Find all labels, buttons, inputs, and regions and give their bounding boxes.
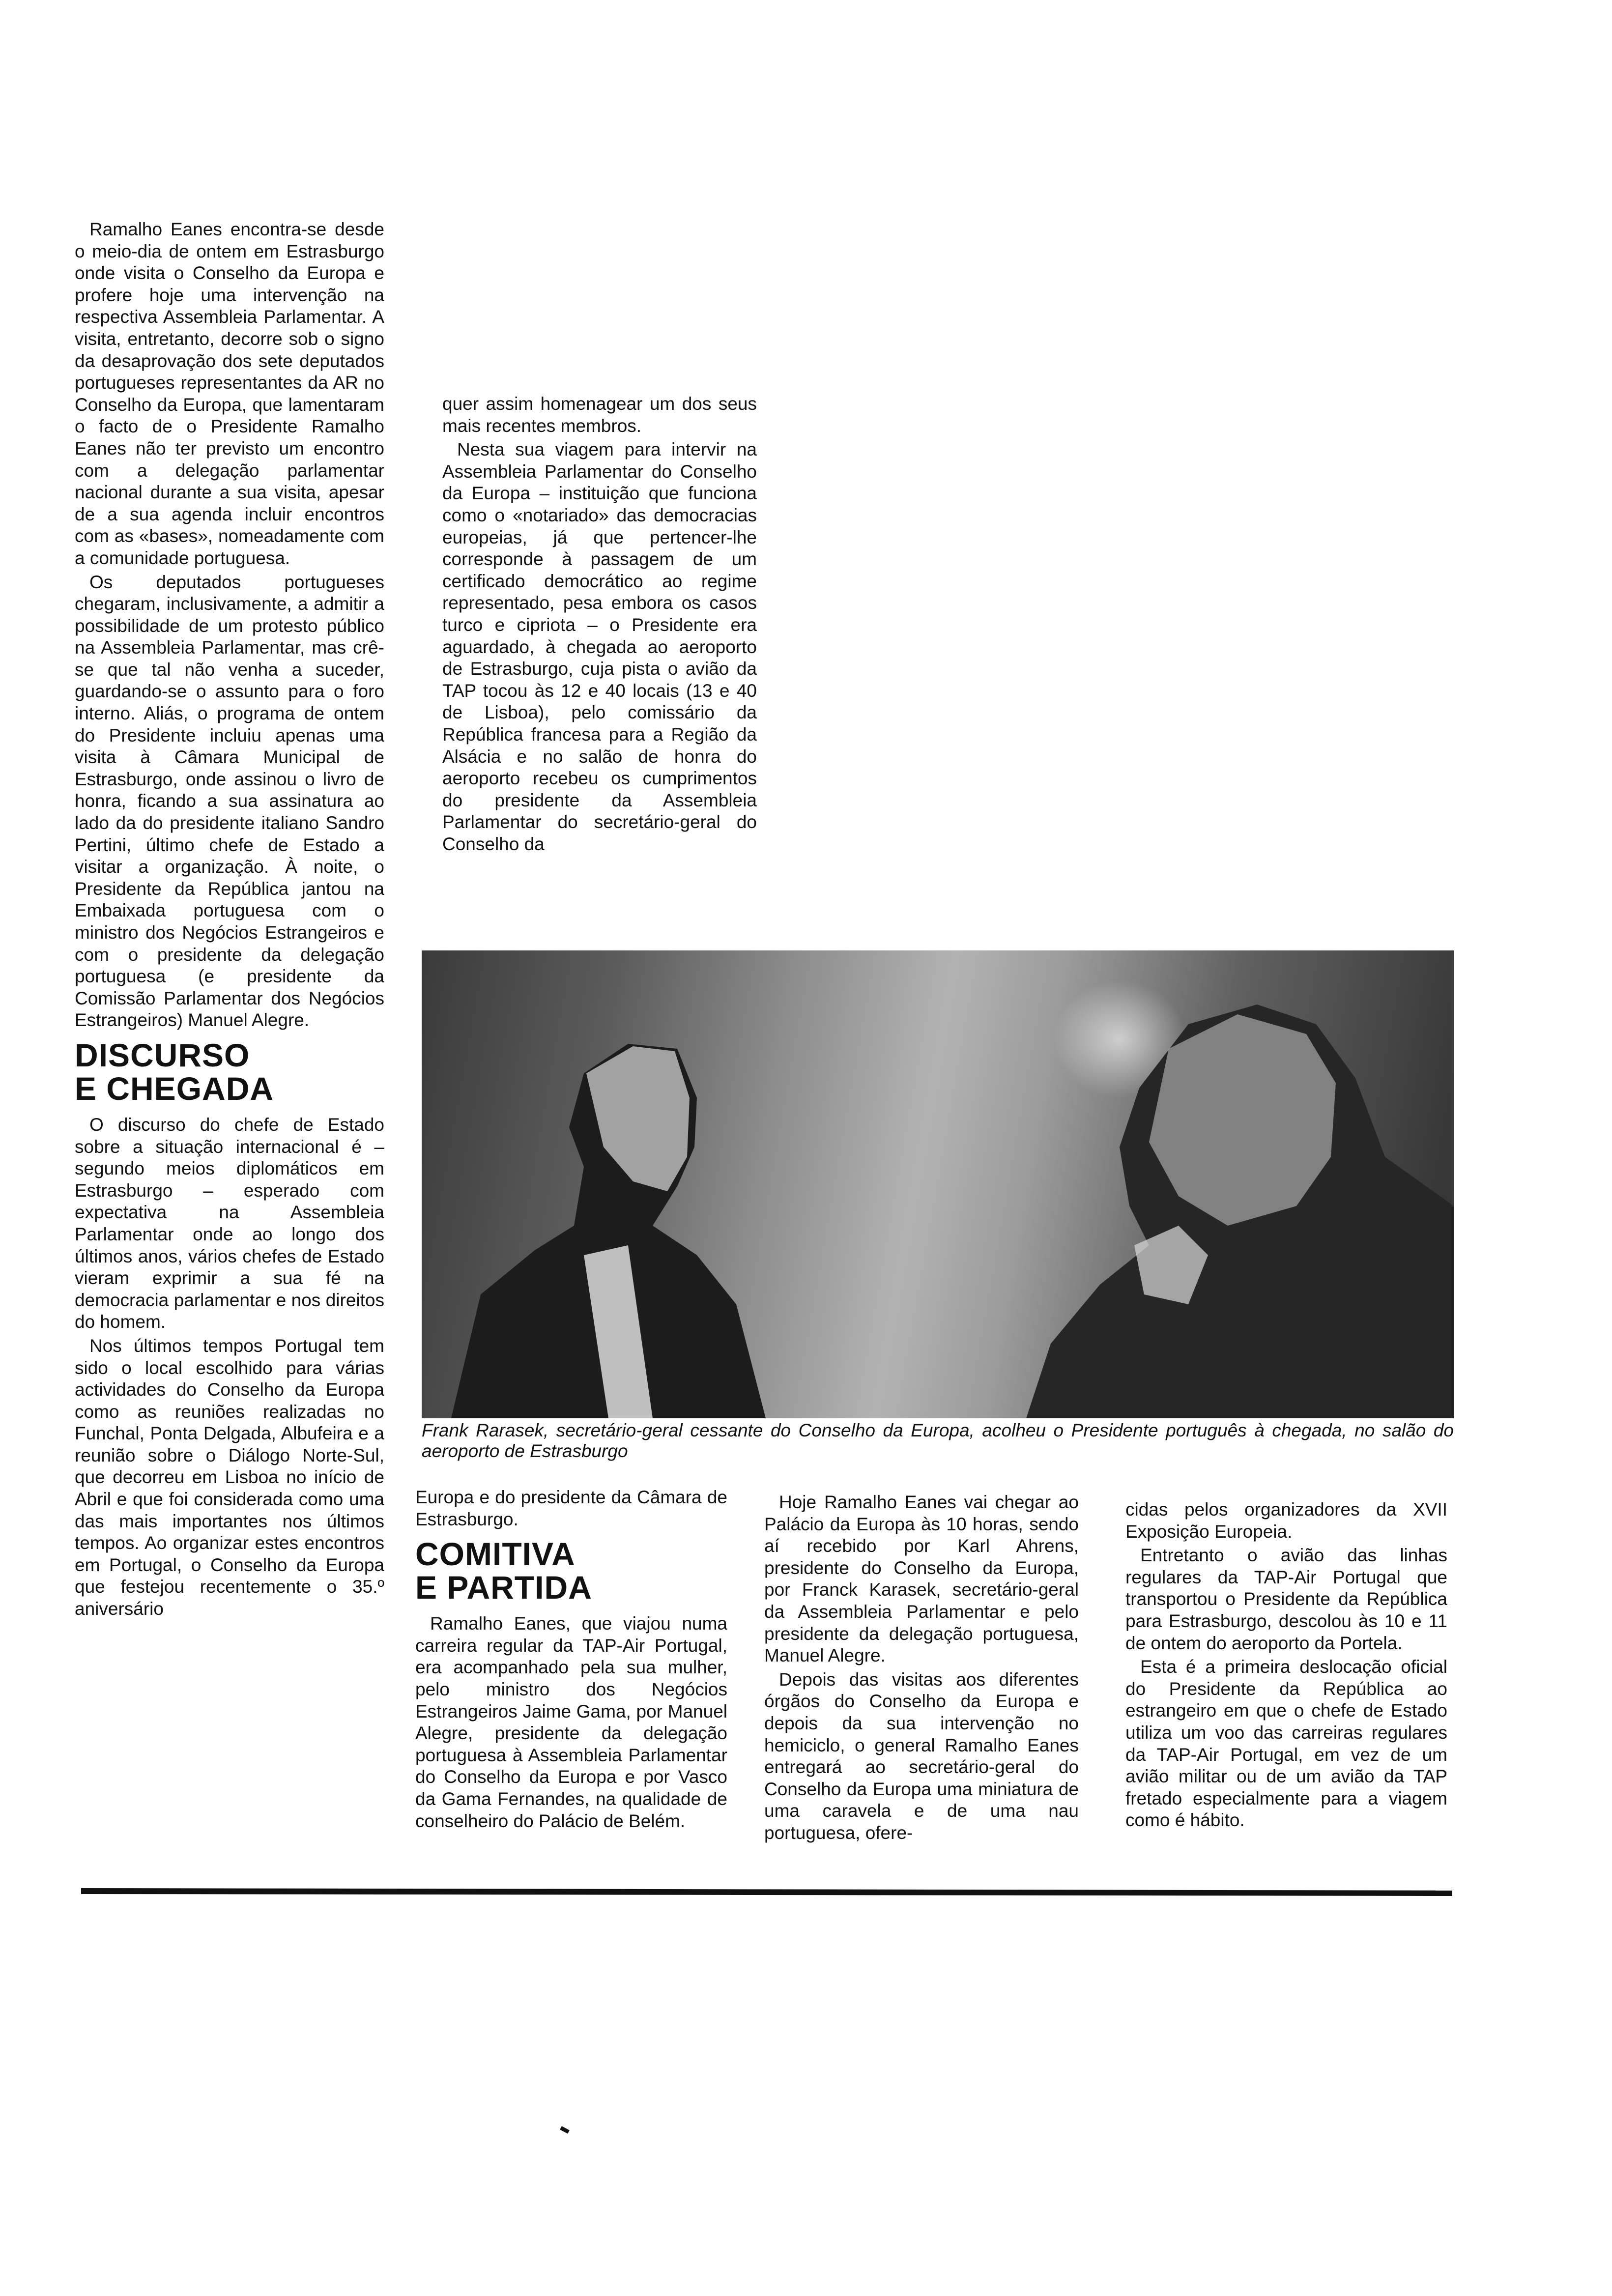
paragraph: Ramalho Eanes encontra-se desde o meio-dia de ontem em Estrasburgo onde visita o Conselho da Europa e profere hoje uma intervenção na respectiva Assembleia Parlamentar. A visita, entretanto, decorre sob o signo da desaprovação dos sete deputados portugueses representantes da AR no Conselho da Europa, que lamentaram o facto de o Presidente Ramalho Eanes não ter previsto um encontro com a delegação parlamentar nacional durante a sua visita, apesar de a sua agenda incluir encontros com as «bases», nomeadamente com a comunidade portuguesa. [75, 219, 384, 568]
heading-line: DISCURSO [75, 1036, 250, 1073]
article-column-2b [415, 1487, 727, 1832]
article-column-2 [442, 393, 757, 855]
photo-figures [422, 950, 1454, 1418]
paragraph-continued: quer assim homenagear um dos seus mais recentes membros. [442, 394, 757, 436]
paragraph-continued: Europa e do presidente da Câmara de Estrasburgo. [415, 1487, 727, 1529]
photo-caption: Frank Rarasek, secretário-geral cessante do Conselho da Europa, acolheu o Presidente português à chegada, no salão do aeroporto de Estrasburgo [422, 1420, 1454, 1461]
paragraph: Esta é a primeira deslocação oficial do Presidente da República ao estrangeiro em que o chefe de Estado utiliza um voo das carreiras regulares da TAP-Air Portugal, em vez de um avião militar ou de um avião da TAP fretado especialmente para a viagem como é hábito. [1125, 1657, 1447, 1831]
paragraph: Nesta sua viagem para intervir na Assembleia Parlamentar do Conselho da Europa – instituição que funciona como o «notariado» das democracias europeias, já que pertencer-lhe corresponde à passagem de um certificado democrático ao regime representado, pesa embora os casos turco e cipriota – o Presidente era aguardado, à chegada ao aeroporto de Estrasburgo, cuja pista o avião da TAP tocou às 12 e 40 locais (13 e 40 de Lisboa), pelo comissário da República francesa para a Região da Alsácia e no salão de honra do aeroporto recebeu os cumprimentos do presidente da Assembleia Parlamentar do secretário-geral do Conselho da [442, 439, 757, 854]
news-photo [422, 950, 1454, 1418]
paragraph: Hoje Ramalho Eanes vai chegar ao Palácio da Europa às 10 horas, sendo aí recebido por Karl Ahrens, presidente do Conselho da Europa, por Franck Karasek, secretário-geral da Assembleia Parlamentar e pelo presidente da delegação portuguesa, Manuel Alegre. [764, 1492, 1079, 1666]
heading-line: E CHEGADA [75, 1070, 274, 1107]
paragraph: Entretanto o avião das linhas regulares da TAP-Air Portugal que transportou o Presidente da República para Estrasburgo, descolou às 10 e 11 de ontem do aeroporto da Portela. [1125, 1545, 1447, 1653]
heading-line: COMITIVA [415, 1536, 576, 1573]
section-heading-discurso [75, 1038, 384, 1105]
paragraph: Ramalho Eanes, que viajou numa carreira regular da TAP-Air Portugal, era acompanhado pela sua mulher, pelo ministro dos Negócios Estrangeiros Jaime Gama, por Manuel Alegre, presidente da delegação portuguesa à Assembleia Parlamentar do Conselho da Europa e por Vasco da Gama Fernandes, na qualidade de conselheiro do Palácio de Belém. [415, 1613, 727, 1831]
paragraph-continued: cidas pelos organizadores da XVII Exposição Europeia. [1125, 1499, 1447, 1542]
article-column-3 [764, 1492, 1079, 1844]
bottom-rule [81, 1888, 1452, 1896]
paragraph: Depois das visitas aos diferentes órgãos do Conselho da Europa e depois da sua intervenção no hemiciclo, o general Ramalho Eanes entregará ao secretário-geral do Conselho da Europa uma miniatura de uma caravela e de uma nau portuguesa, ofere- [764, 1669, 1079, 1843]
scan-speck [560, 2126, 570, 2134]
heading-line: E PARTIDA [415, 1569, 592, 1606]
article-column-1 [75, 219, 384, 1620]
article-column-4 [1125, 1499, 1447, 1832]
section-heading-comitiva [415, 1537, 727, 1604]
paragraph: Os deputados portugueses chegaram, inclusivamente, a admitir a possibilidade de um protesto público na Assembleia Parlamentar, mas crê-se que tal não venha a suceder, guardando-se o assunto para o foro interno. Aliás, o programa de ontem do Presidente incluiu apenas uma visita à Câmara Municipal de Estrasburgo, onde assinou o livro de honra, ficando a sua assinatura ao lado da do presidente italiano Sandro Pertini, último chefe de Estado a visitar a organização. À noite, o Presidente da República jantou na Embaixada portuguesa com o ministro dos Negócios Estrangeiros e com o presidente da delegação portuguesa (e presidente da Comissão Parlamentar dos Negócios Estrangeiros) Manuel Alegre. [75, 572, 384, 1031]
paragraph: Nos últimos tempos Portugal tem sido o local escolhido para várias actividades do Conselho da Europa como as reuniões realizadas no Funchal, Ponta Delgada, Albufeira e a reunião sobre o Diálogo Norte-Sul, que decorreu em Lisboa no início de Abril e que foi considerada como uma das mais importantes nos últimos tempos. Ao organizar estes encontros em Portugal, o Conselho da Europa que festejou recentemente o 35.º aniversário [75, 1335, 384, 1619]
paragraph: O discurso do chefe de Estado sobre a situação internacional é – segundo meios diplomáticos em Estrasburgo – esperado com expectativa na Assembleia Parlamentar onde ao longo dos últimos anos, vários chefes de Estado vieram exprimir a sua fé na democracia parlamentar e nos direitos do homem. [75, 1114, 384, 1332]
